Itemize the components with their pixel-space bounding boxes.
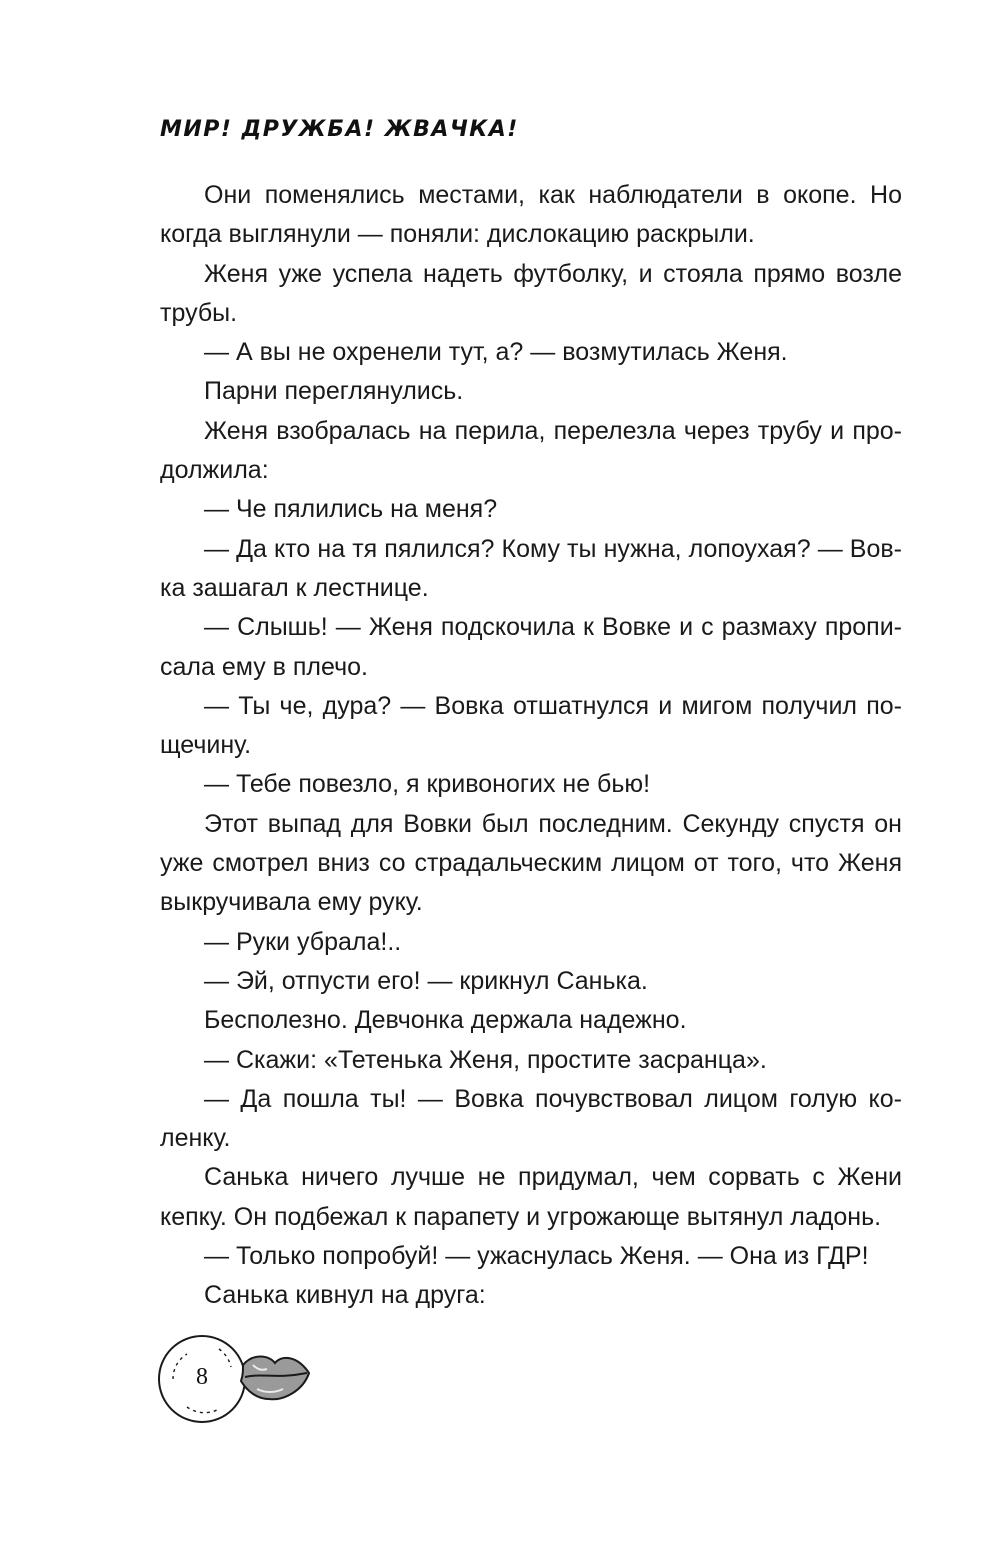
paragraph: — А вы не охренели тут, а? — возмутилась Женя. <box>204 338 788 367</box>
paragraph: Женя взобралась на перила, перелезла через трубу и продолжила: <box>160 416 902 485</box>
lips-icon <box>241 1357 309 1400</box>
paragraph: Женя уже успела надеть футболку, и стояла прямо возле трубы. <box>160 259 902 327</box>
folio <box>157 1335 317 1425</box>
paragraph: Санька кивнул на друга: <box>204 1281 486 1310</box>
paragraph: — Че пялились на меня? <box>204 495 498 524</box>
paragraph: Парни переглянулись. <box>204 377 464 406</box>
page-number: 8 <box>196 1364 208 1390</box>
paragraph: — Руки убрала!.. <box>204 927 402 956</box>
body-text <box>160 176 902 1316</box>
paragraph: — Тебе повезло, я кривоногих не бью! <box>204 770 651 799</box>
running-head: МИР! ДРУЖБА! ЖВАЧКА! <box>160 117 519 142</box>
paragraph: — Эй, отпусти его! — крикнул Санька. <box>204 966 648 995</box>
paragraph: Этот выпад для Вовки был последним. Секунду спустя он уже смотрел вниз со страдальческим лицом от того, что Женя выкручивала ему руку. <box>160 809 902 917</box>
paragraph: — Ты че, дура? — Вовка отшатнулся и мигом получил пощечину. <box>160 691 902 760</box>
paragraph: — Да кто на тя пялился? Кому ты нужна, лопоухая? — Вовка зашагал к лестнице. <box>160 534 902 602</box>
paragraph: — Да пошла ты! — Вовка почувствовал лицом голую коленку. <box>160 1084 902 1153</box>
folio-graphic <box>157 1335 317 1425</box>
paragraph: — Слышь! — Женя подскочила к Вовке и с размаху прописала ему в плечо. <box>160 613 902 681</box>
paragraph: Бесполезно. Девчонка держала надежно. <box>204 1006 687 1035</box>
paragraph: Они поменялись местами, как наблюдатели в окопе. Но когда выглянули — поняли: дислокацию раскрыли. <box>160 181 902 249</box>
paragraph: — Только попробуй! — ужаснулась Женя. — Она из ГДР! <box>204 1242 869 1271</box>
paragraph: Санька ничего лучше не придумал, чем сорвать с Жени кепку. Он подбежал к парапету и угрожающе вытянул ладонь. <box>160 1163 902 1231</box>
paragraph: — Скажи: «Тетенька Женя, простите засранца». <box>204 1045 767 1074</box>
